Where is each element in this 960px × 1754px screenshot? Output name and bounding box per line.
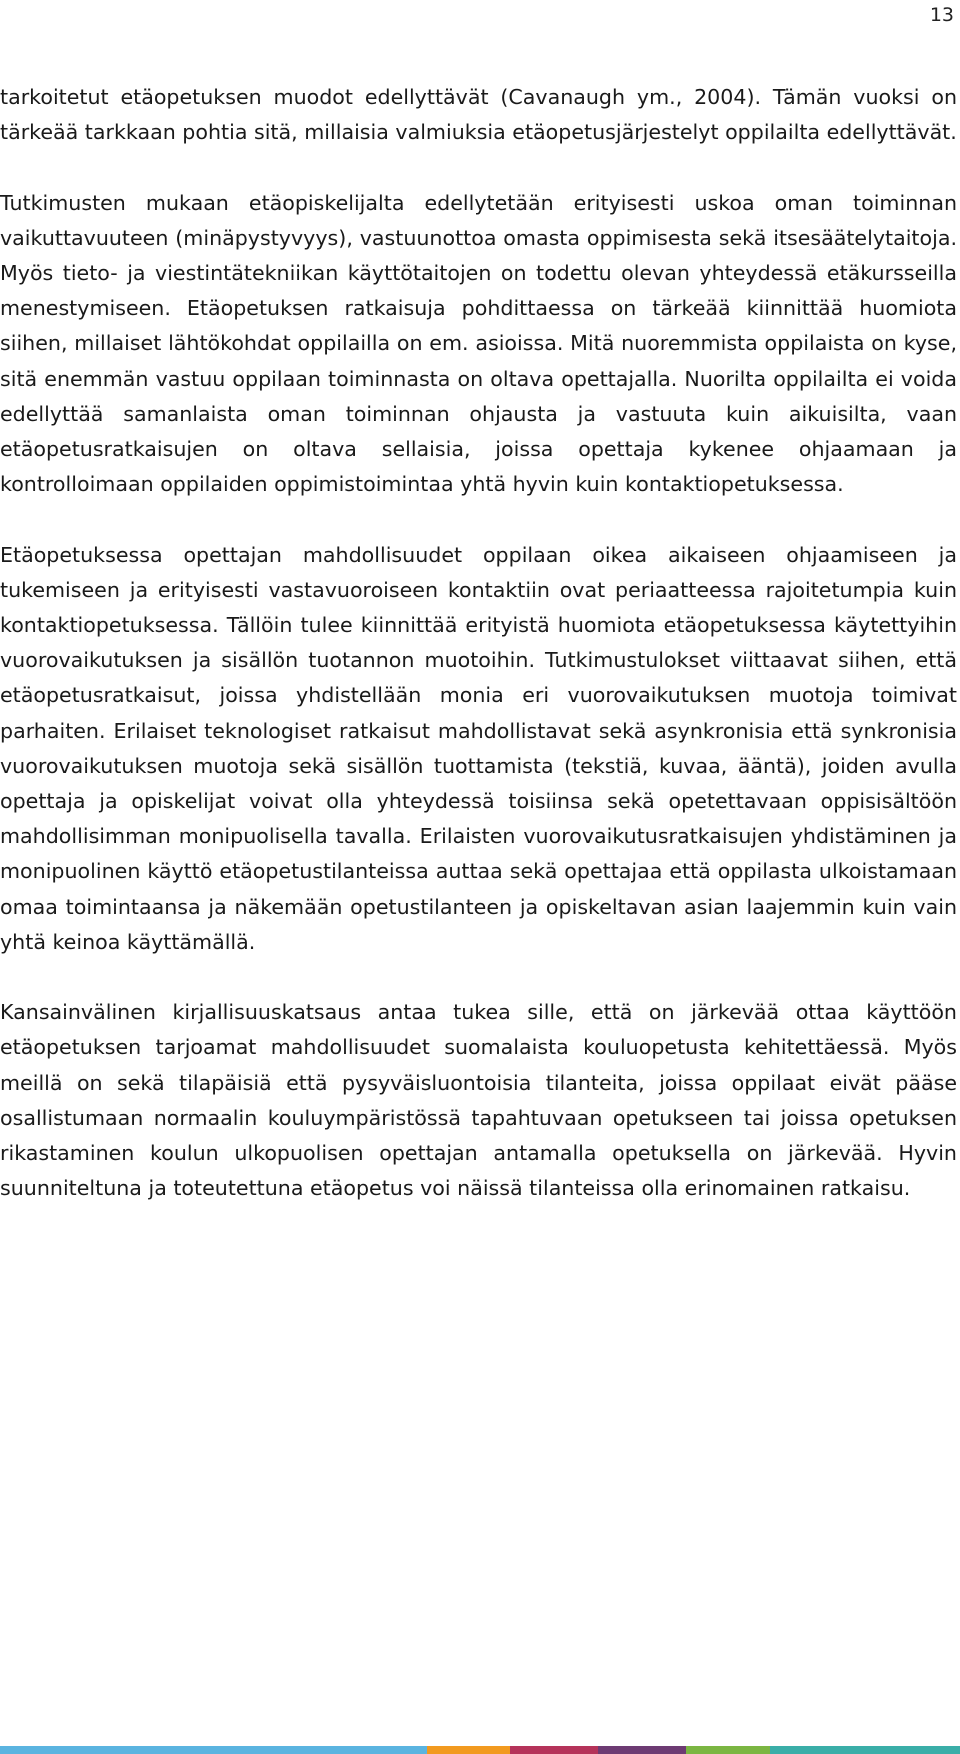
- footer-color-stripe: [0, 1746, 960, 1754]
- stripe-segment-blue: [0, 1746, 427, 1754]
- stripe-segment-purple: [598, 1746, 686, 1754]
- paragraph-1: tarkoitetut etäopetuksen muodot edellyttävät (Cavanaugh ym., 2004). Tämän vuoksi on tärkeää tarkkaan pohtia sitä, millaisia valmiuksia etäopetusjärjestelyt oppilailta edellyttävät.: [0, 85, 957, 145]
- stripe-segment-red: [510, 1746, 598, 1754]
- paragraph-2: Tutkimusten mukaan etäopiskelijalta edellytetään erityisesti uskoa oman toiminnan vaikuttavuuteen (minäpystyvyys), vastuunottoa omasta oppimisesta sekä itsesäätelytaitoja. Myös tieto- ja viestintätekniikan käyttötaitojen on todettu olevan yhteydessä etäkursseilla menestymiseen. Etäopetuksen ratkaisuja pohdittaessa on tärkeää kiinnittää huomiota siihen, millaiset lähtökohdat oppilailla on em. asioissa. Mitä nuoremmista oppilaista on kyse, sitä enemmän vastuu oppilaan toiminnasta on oltava opettajalla. Nuorilta oppilailta ei voida edellyttää samanlaista oman toiminnan ohjausta ja vastuuta kuin aikuisilta, vaan etäopetusratkaisujen on oltava sellaisia, joissa opettaja kykenee ohjaamaan ja kontrolloimaan oppilaiden oppimistoimintaa yhtä hyvin kuin kontaktiopetuksessa.: [0, 190, 957, 497]
- page-number: 13: [929, 4, 954, 26]
- stripe-segment-orange: [427, 1746, 510, 1754]
- document-body: [0, 80, 957, 1206]
- paragraph-4: Kansainvälinen kirjallisuuskatsaus antaa tukea sille, että on järkevää ottaa käyttöön etäopetuksen tarjoamat mahdollisuudet suomalaista kouluopetusta kehitettäessä. Myös meillä on sekä tilapäisiä että pysyväisluontoisia tilanteita, joissa oppilaat eivät pääse osallistumaan normaalin kouluympäristössä tapahtuvaan opetukseen tai joissa opetuksen rikastaminen koulun ulkopuolisen opettajan antamalla opetuksella on järkevää. Hyvin suunniteltuna ja toteutettuna etäopetus voi näissä tilanteissa olla erinomainen ratkaisu.: [0, 1000, 957, 1201]
- paragraph-3: Etäopetuksessa opettajan mahdollisuudet oppilaan oikea aikaiseen ohjaamiseen ja tukemiseen ja erityisesti vastavuoroiseen kontaktiin ovat periaatteessa rajoitetumpia kuin kontaktiopetuksessa. Tällöin tulee kiinnittää erityistä huomiota etäopetuksessa käytettyihin vuorovaikutuksen ja sisällön tuotannon muotoihin. Tutkimustulokset viittaavat siihen, että etäopetusratkaisut, joissa yhdistellään monia eri vuorovaikutuksen muotoja toimivat parhaiten. Erilaiset teknologiset ratkaisut mahdollistavat sekä asynkronisia että synkronisia vuorovaikutuksen muotoja sekä sisällön tuottamista (tekstiä, kuvaa, ääntä), joiden avulla opettaja ja opiskelijat voivat olla yhteydessä toisiinsa sekä opetettavaan oppisisältöön mahdollisimman monipuolisella tavalla. Erilaisten vuorovaikutusratkaisujen yhdistäminen ja monipuolinen käyttö etäopetustilanteissa auttaa sekä opettajaa että oppilasta ulkoistamaan omaa toimintaansa ja näkemään opetustilanteen ja opiskeltavan asian laajemmin kuin vain yhtä keinoa käyttämällä.: [0, 542, 957, 954]
- stripe-segment-teal: [770, 1746, 960, 1754]
- stripe-segment-green: [686, 1746, 770, 1754]
